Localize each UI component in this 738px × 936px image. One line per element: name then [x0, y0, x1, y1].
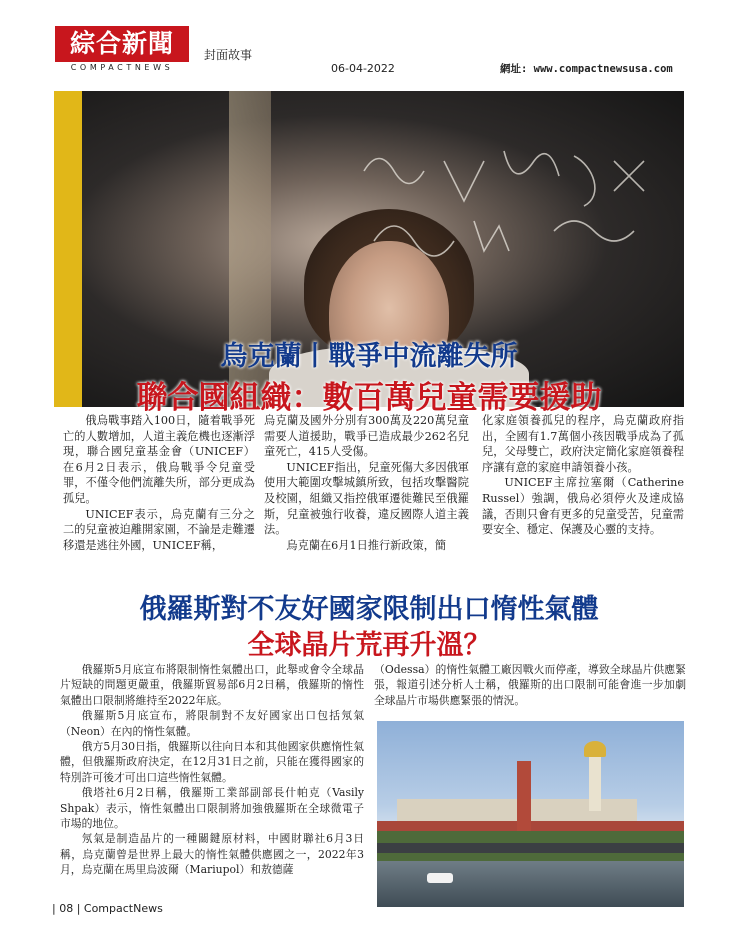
river — [377, 861, 684, 907]
golden-dome — [584, 741, 606, 757]
publication-logo: 綜合新聞 — [69, 29, 174, 58]
paragraph: UNICEF主席拉塞爾（Catherine Russel）強調，俄烏必須停火及達成協議，否則只會有更多的兒童受苦，兒童需要安全、穩定、保護及心靈的支持。 — [482, 476, 684, 537]
article1-headline-line2: 聯合國組織：數百萬兒童需要援助 — [136, 380, 602, 416]
article1-headline-line1: 烏克蘭丨戰爭中流離失所 — [220, 341, 518, 372]
issue-date: 06-04-2022 — [331, 62, 395, 75]
article2-headline-line2: 全球晶片荒再升溫？ — [247, 630, 491, 661]
article1-column-1 — [63, 413, 255, 553]
boat — [427, 873, 453, 883]
kremlin-tower — [517, 761, 531, 831]
paragraph: 烏克蘭及國外分別有300萬及220萬兒童需要人道援助，戰爭已造成最少262名兒童死亡，415人受傷。 — [264, 414, 469, 459]
article2-left-column — [60, 662, 364, 878]
article2-headline-line1: 俄羅斯對不友好國家限制出口惰性氣體 — [139, 594, 599, 625]
page-footer: | 08 | CompactNews — [52, 902, 163, 915]
kremlin-photo — [377, 721, 684, 907]
paragraph: 俄羅斯5月底宣布將限制惰性氣體出口，此舉或會令全球晶片短缺的問題更嚴重，俄羅斯貿易部6月2日稱，俄羅斯的惰性氣體出口限制將維持至2022年底。 — [60, 663, 364, 707]
paragraph: （Odessa）的惰性氣體工廠因戰火而停產，導致全球晶片供應緊張，報道引述分析人士稱，俄羅斯的出口限制可能會進一步加劇全球晶片市場供應緊張的情況。 — [374, 663, 686, 707]
paragraph: 俄塔社6月2日稱，俄羅斯工業部副部長什帕克（Vasily Shpak）表示，惰性氣體出口限制將加強俄羅斯在全球微電子市場的地位。 — [60, 786, 364, 831]
paragraph: UNICEF表示，烏克蘭有三分之二的兒童被迫離開家園，不論是走難遷移還是逃往外國，UNICEF稱， — [63, 507, 255, 552]
website-url[interactable]: 網址: www.compactnewsusa.com — [500, 63, 673, 75]
paragraph: 俄烏戰事踏入100日，隨着戰爭死亡的人數增加，人道主義危機也逐漸浮現，聯合國兒童基金會（UNICEF）在6月2日表示，俄烏戰爭令兒童受罪，不僅令他們流離失所，部分更成為孤兒。 — [63, 414, 255, 505]
bell-tower — [589, 751, 601, 811]
bridge — [377, 843, 684, 853]
paragraph: 俄方5月30日指，俄羅斯以往向日本和其他國家供應惰性氣體，但俄羅斯政府決定，在12月31日之前，只能在獲得國家的特別許可後才可出口這些惰性氣體。 — [60, 740, 364, 784]
paragraph: UNICEF指出，兒童死傷大多因俄軍使用大範圍攻擊城鎮所致，包括攻擊醫院及校園，組織又指控俄軍遷徙難民至俄羅斯，兒童被強行收養，違反國際人道主義法。 — [264, 460, 469, 537]
paragraph: 化家庭領養孤兒的程序，烏克蘭政府指出，全國有1.7萬個小孩因戰爭成為了孤兒，父母雙亡，政府決定簡化家庭領養程序讓有意的家庭申請領養小孩。 — [482, 414, 684, 474]
window-writing — [354, 131, 684, 291]
paragraph: 氖氣是制造晶片的一種關鍵原材料，中國財聯社6月3日稱，烏克蘭曾是世界上最大的惰性氣體供應國之一，2022年3月，烏克蘭在馬里烏波爾（Mariupol）和敖德薩 — [60, 832, 364, 877]
paragraph: 烏克蘭在6月1日推行新政策，簡 — [286, 538, 447, 552]
article1-column-2 — [264, 413, 469, 553]
article1-column-3 — [482, 413, 684, 538]
article2-right-column — [374, 662, 686, 708]
section-label: 封面故事 — [204, 48, 253, 62]
publication-logo-subtitle: COMPACTNEWS — [70, 63, 174, 72]
paragraph: 俄羅斯5月底宣布，將限制對不友好國家出口包括氖氣（Neon）在內的惰性氣體。 — [60, 709, 364, 738]
